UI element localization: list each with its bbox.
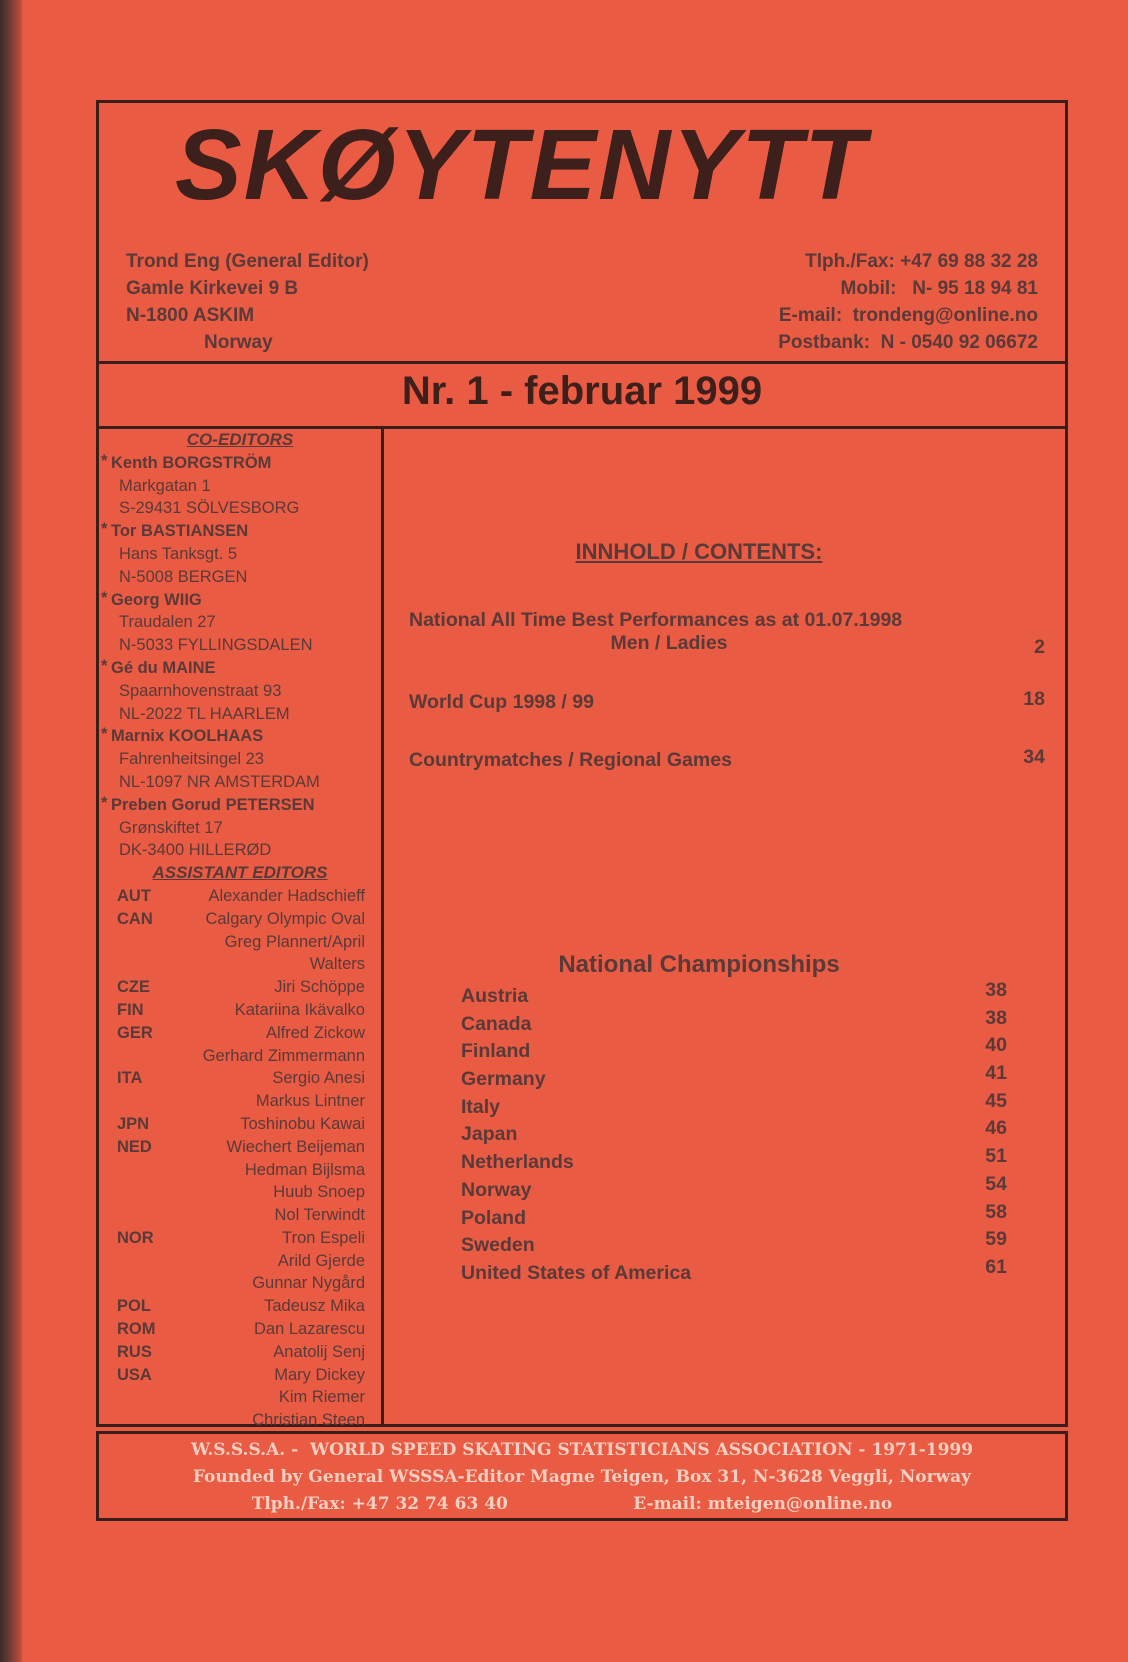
assistant-editor-row bbox=[99, 885, 381, 908]
country-code: ROM bbox=[117, 1320, 156, 1339]
co-editor-address-line: Fahrenheitsingel 23 bbox=[119, 750, 264, 769]
co-editor-address-line: Spaarnhovenstraat 93 bbox=[119, 681, 282, 700]
country-code bbox=[117, 1409, 173, 1432]
co-editor-address-line: Hans Tanksgt. 5 bbox=[119, 544, 238, 563]
co-editor-name: * Marnix KOOLHAAS bbox=[99, 725, 381, 748]
co-editor-address-line: N-5008 BERGEN bbox=[119, 567, 248, 586]
country-code: USA bbox=[117, 1365, 152, 1384]
country-code bbox=[117, 1204, 173, 1227]
assistant-editor-name: Hedman Bijlsma bbox=[244, 1160, 365, 1179]
contents-item bbox=[409, 688, 1045, 714]
country-code: NOR bbox=[117, 1228, 154, 1247]
assistant-editor-row bbox=[99, 1409, 381, 1432]
country-code bbox=[117, 1181, 173, 1204]
binding-edge bbox=[0, 0, 22, 1662]
country-code: POL bbox=[117, 1297, 151, 1316]
co-editor-name: * Georg WIIG bbox=[99, 589, 381, 612]
editor-country: Norway bbox=[204, 332, 273, 353]
assistant-editor-row bbox=[99, 1136, 381, 1159]
country-code bbox=[117, 1045, 173, 1068]
assistant-editors-list bbox=[99, 885, 381, 1432]
contents-item-title: Countrymatches / Regional Games bbox=[409, 749, 732, 771]
co-editor-address-line: S-29431 SÖLVESBORG bbox=[119, 499, 300, 518]
championship-page: 46 bbox=[985, 1117, 1007, 1140]
assistant-editor-name: Calgary Olympic Oval bbox=[205, 909, 365, 928]
co-editor-address-line: NL-1097 NR AMSTERDAM bbox=[119, 772, 320, 791]
championship-item bbox=[461, 1034, 1007, 1068]
country-code: RUS bbox=[117, 1342, 152, 1361]
assistant-editor-name: Alfred Zickow bbox=[265, 1023, 365, 1042]
championship-page: 54 bbox=[985, 1172, 1007, 1195]
assistant-editor-name: Markus Lintner bbox=[255, 1092, 365, 1111]
footer-phone: Tlph./Fax: +47 32 74 63 40 bbox=[251, 1494, 508, 1514]
championship-page: 61 bbox=[985, 1255, 1007, 1278]
championship-country: Sweden bbox=[461, 1234, 535, 1257]
assistant-editor-name: Alexander Hadschieff bbox=[208, 886, 365, 905]
contents-item bbox=[409, 609, 1045, 658]
editor-phone: Tlph./Fax: +47 69 88 32 28 bbox=[805, 251, 1038, 272]
championship-page: 40 bbox=[985, 1034, 1007, 1057]
championship-item bbox=[461, 979, 1007, 1013]
assistant-editor-name: Katariina Ikävalko bbox=[234, 1000, 365, 1019]
championship-item bbox=[461, 1172, 1007, 1207]
country-code: ITA bbox=[117, 1069, 143, 1088]
assistant-editor-row bbox=[99, 1159, 381, 1182]
assistant-editor-name: Nol Terwindt bbox=[274, 1206, 365, 1225]
footer-founder: Founded by General WSSSA-Editor Magne Teigen, Box 31, N-3628 Veggli, Norway bbox=[192, 1467, 972, 1487]
assistant-editor-name: Tron Espeli bbox=[282, 1228, 365, 1247]
assistant-editor-row bbox=[99, 1318, 381, 1341]
championship-item bbox=[461, 1255, 1007, 1290]
association-footer bbox=[96, 1431, 1068, 1521]
country-code: CZE bbox=[117, 978, 150, 997]
championship-country: Austria bbox=[461, 985, 529, 1007]
assistant-editor-row bbox=[99, 976, 381, 999]
championship-country: Canada bbox=[461, 1012, 532, 1035]
issue-number: Nr. 1 - februar 1999 bbox=[401, 369, 763, 413]
country-code: AUT bbox=[117, 886, 151, 905]
championship-item bbox=[461, 1062, 1007, 1096]
assistant-editor-row bbox=[99, 1113, 381, 1136]
assistant-editor-row bbox=[99, 1227, 381, 1250]
assistant-editor-row bbox=[99, 1341, 381, 1364]
country-code bbox=[117, 1272, 173, 1295]
footer-association: W.S.S.S.A. - WORLD SPEED SKATING STATISTICIANS ASSOCIATION - 1971-1999 bbox=[190, 1440, 974, 1460]
assistant-editor-name: Toshinobu Kawai bbox=[240, 1114, 365, 1133]
championships-heading: National Championships bbox=[558, 951, 840, 978]
country-code bbox=[117, 1090, 173, 1113]
championship-country: Germany bbox=[461, 1068, 546, 1091]
assistant-editors-heading: ASSISTANT EDITORS bbox=[152, 863, 328, 883]
editor-name: Trond Eng (General Editor) bbox=[126, 251, 369, 272]
editor-city: N-1800 ASKIM bbox=[126, 305, 255, 326]
assistant-editor-name: Arild Gjerde bbox=[277, 1251, 365, 1270]
assistant-editor-row bbox=[99, 1295, 381, 1318]
assistant-editor-row bbox=[99, 908, 381, 931]
country-code: NED bbox=[117, 1137, 152, 1156]
contents-item-subtitle: Men / Ladies bbox=[610, 632, 728, 654]
assistant-editor-row bbox=[99, 931, 381, 977]
co-editors-heading: CO-EDITORS bbox=[186, 430, 294, 449]
assistant-editor-name: Tadeusz Mika bbox=[264, 1297, 365, 1316]
championship-item bbox=[461, 1089, 1007, 1124]
assistant-editor-name: Anatolij Senj bbox=[273, 1342, 365, 1361]
editor-street: Gamle Kirkevei 9 B bbox=[126, 278, 299, 299]
co-editor-address-line: DK-3400 HILLERØD bbox=[119, 841, 272, 860]
editor-contact bbox=[778, 248, 1038, 356]
country-code: GER bbox=[117, 1023, 153, 1042]
masthead bbox=[99, 103, 1065, 364]
assistant-editor-row bbox=[99, 1090, 381, 1113]
assistant-editor-row bbox=[99, 1250, 381, 1273]
championship-page: 59 bbox=[985, 1228, 1007, 1251]
championship-item bbox=[461, 1006, 1007, 1041]
country-code bbox=[117, 1159, 173, 1182]
championship-page: 58 bbox=[985, 1200, 1007, 1223]
assistant-editor-row bbox=[99, 1272, 381, 1295]
championship-country: Poland bbox=[461, 1206, 527, 1229]
country-code: FIN bbox=[117, 1000, 144, 1019]
championship-item bbox=[461, 1200, 1007, 1235]
championship-page: 38 bbox=[985, 1006, 1007, 1029]
editor-address bbox=[126, 248, 369, 356]
magazine-title: SKØYTENYTT bbox=[175, 109, 868, 221]
country-code bbox=[117, 1250, 173, 1273]
contents-item-page: 34 bbox=[1023, 746, 1045, 768]
championship-page: 38 bbox=[985, 979, 1007, 1001]
editors-sidebar bbox=[99, 429, 384, 1430]
championship-page: 51 bbox=[985, 1145, 1007, 1168]
country-code bbox=[117, 931, 171, 977]
championship-country: Netherlands bbox=[461, 1151, 574, 1174]
assistant-editor-row bbox=[99, 1045, 381, 1068]
championship-page: 41 bbox=[985, 1062, 1007, 1085]
assistant-editor-name: Kim Riemer bbox=[278, 1388, 365, 1407]
assistant-editor-name: Christian Steen bbox=[252, 1411, 365, 1430]
championship-item bbox=[461, 1117, 1007, 1151]
contents-panel bbox=[389, 429, 1065, 1427]
co-editor-address-line: N-5033 FYLLINGSDALEN bbox=[119, 636, 313, 655]
co-editor-address-line: Traudalen 27 bbox=[119, 613, 216, 632]
assistant-editor-name: Huub Snoep bbox=[273, 1183, 365, 1202]
co-editor-name: * Tor BASTIANSEN bbox=[99, 520, 381, 543]
championship-item bbox=[461, 1145, 1007, 1179]
championship-country: Norway bbox=[461, 1178, 532, 1201]
assistant-editor-row bbox=[99, 1022, 381, 1045]
co-editor-address-line: NL-2022 TL HAARLEM bbox=[119, 704, 290, 723]
contents-item-title: World Cup 1998 / 99 bbox=[409, 691, 594, 713]
co-editor-address-line: Markgatan 1 bbox=[119, 476, 211, 495]
assistant-editor-row bbox=[99, 999, 381, 1022]
assistant-editor-name: Greg Plannert/April Walters bbox=[224, 932, 365, 974]
editor-mobile: Mobil: N- 95 18 94 81 bbox=[840, 278, 1038, 299]
championship-country: Italy bbox=[461, 1095, 501, 1118]
co-editor-name: * Gé du MAINE bbox=[99, 657, 381, 680]
contents-item-title: National All Time Best Performances as at 01.07.1998 bbox=[409, 609, 903, 631]
co-editor-name: * Kenth BORGSTRÖM bbox=[99, 452, 381, 475]
editor-email: E-mail: trondeng@online.no bbox=[778, 305, 1038, 326]
co-editor-address-line: Grønskiftet 17 bbox=[119, 818, 223, 837]
assistant-editor-row bbox=[99, 1181, 381, 1204]
championships-list bbox=[461, 979, 1007, 1290]
championship-country: United States of America bbox=[461, 1261, 692, 1284]
co-editors-list bbox=[99, 452, 381, 862]
assistant-editor-name: Gunnar Nygård bbox=[252, 1274, 365, 1293]
championship-country: Finland bbox=[461, 1040, 531, 1063]
country-code bbox=[117, 1386, 173, 1409]
contents-heading: INNHOLD / CONTENTS: bbox=[575, 539, 823, 564]
assistant-editor-name: Gerhard Zimmermann bbox=[202, 1046, 365, 1065]
country-code: CAN bbox=[117, 909, 153, 928]
assistant-editor-name: Dan Lazarescu bbox=[254, 1320, 365, 1339]
assistant-editor-name: Mary Dickey bbox=[274, 1365, 365, 1384]
cover-frame bbox=[96, 100, 1068, 1430]
assistant-editor-name: Jiri Schöppe bbox=[274, 978, 365, 997]
contents-item-page: 18 bbox=[1023, 688, 1045, 710]
contents-item bbox=[409, 746, 1045, 772]
assistant-editor-name: Wiechert Beijeman bbox=[226, 1137, 365, 1156]
assistant-editor-row bbox=[99, 1386, 381, 1409]
assistant-editor-row bbox=[99, 1067, 381, 1090]
editor-postbank: Postbank: N - 0540 92 06672 bbox=[778, 332, 1038, 353]
championship-item bbox=[461, 1228, 1007, 1262]
issue-banner bbox=[99, 361, 1065, 429]
championship-country: Japan bbox=[461, 1123, 518, 1146]
championship-page: 45 bbox=[985, 1089, 1007, 1112]
assistant-editor-name: Sergio Anesi bbox=[272, 1069, 365, 1088]
assistant-editor-row bbox=[99, 1364, 381, 1387]
assistant-editor-row bbox=[99, 1204, 381, 1227]
country-code: JPN bbox=[117, 1114, 150, 1133]
contents-item-page: 2 bbox=[1034, 636, 1045, 658]
footer-email: E-mail: mteigen@online.no bbox=[633, 1494, 893, 1514]
co-editor-name: * Preben Gorud PETERSEN bbox=[99, 794, 381, 817]
